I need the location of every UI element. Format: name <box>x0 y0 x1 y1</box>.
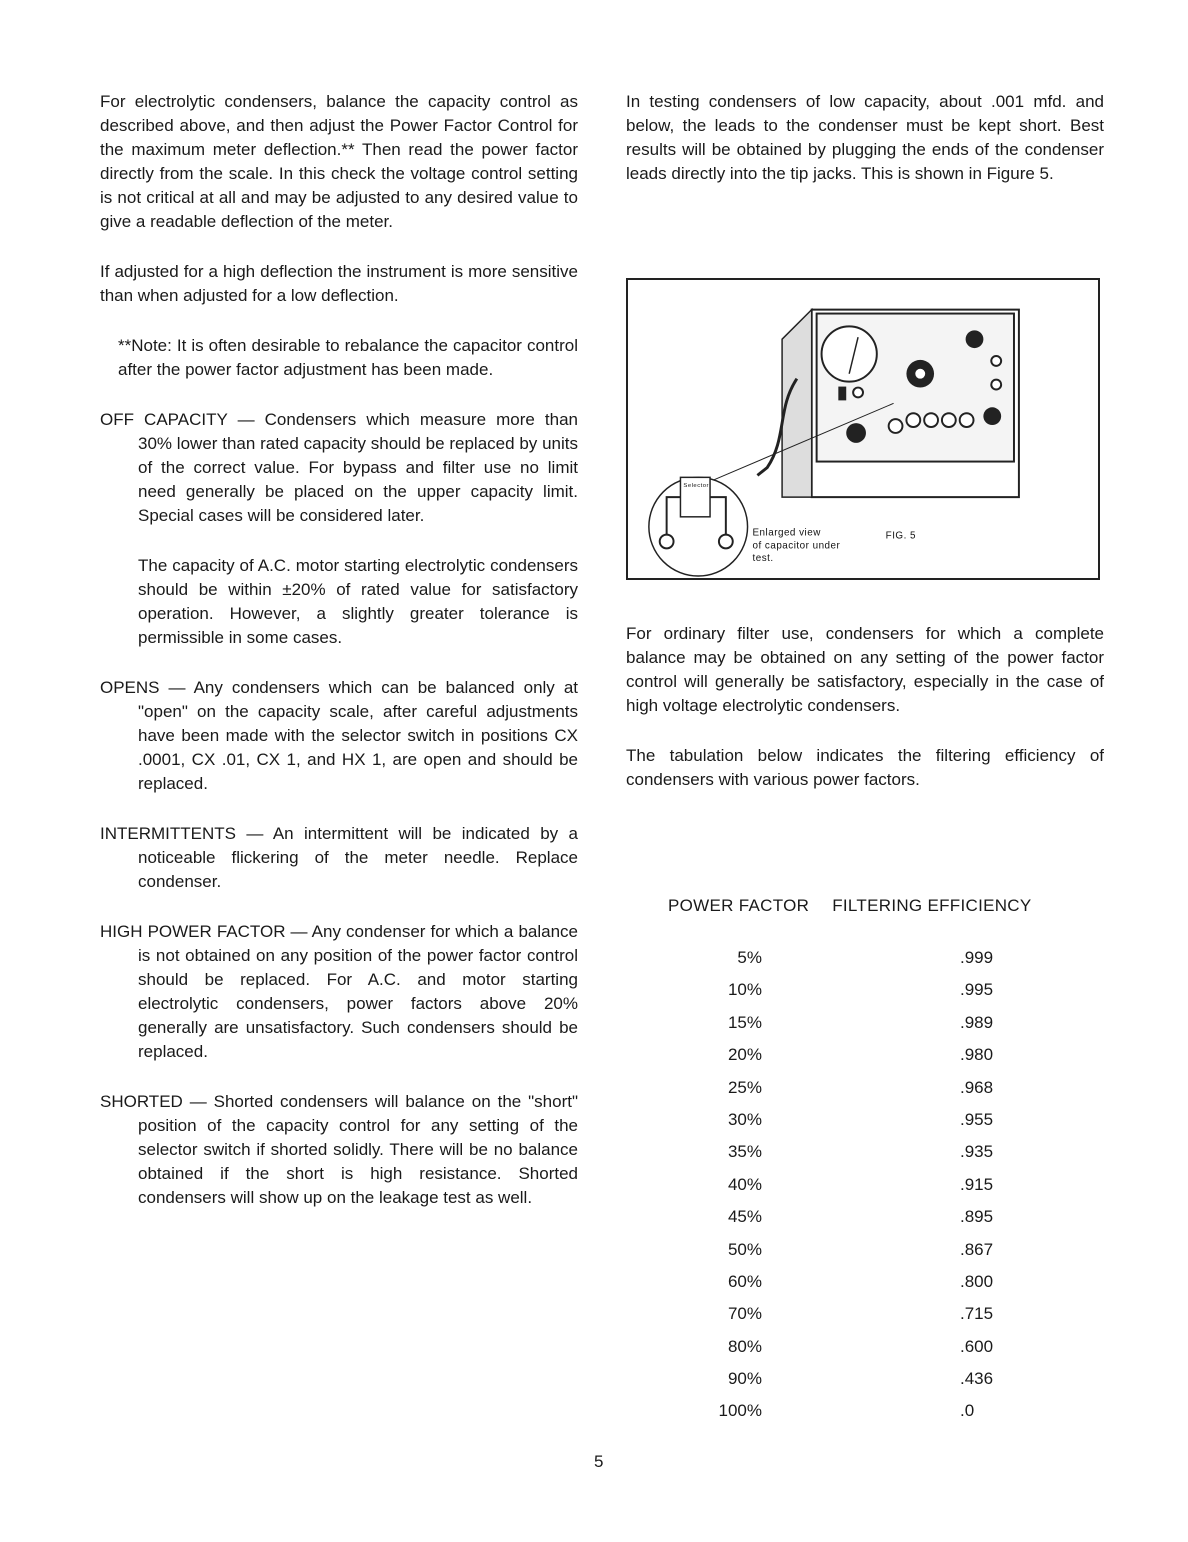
power-factor-value: 50% <box>727 1239 762 1259</box>
efficiency-value: .800 <box>960 1271 994 1291</box>
figure-label: FIG. 5 <box>885 530 917 542</box>
table-row <box>690 1369 1020 1401</box>
electrolytic-paragraph: For electrolytic condensers, balance the capacity control as described above, and then adjust the Power Factor Control for the maximum meter deflection.** Then read the power factor directly from the scale. In this check the voltage control setting is not critical at all and may be adjusted to any desired value to give a readable deflection of the meter. <box>100 92 578 231</box>
high-power-factor-section: HIGH POWER FACTOR — Any condenser for which a balance is not obtained on any position of the power factor control should be replaced. For A.C. and motor starting electrolytic condensers, power factors above 20% generally are unsatisfactory. Such condensers should be replaced. <box>100 922 578 1061</box>
efficiency-value: .867 <box>960 1239 994 1259</box>
opens-section: OPENS — Any condensers which can be balanced only at "open" on the capacity scale, after careful adjustments have been made with the selector switch in positions CX .0001, CX .01, CX 1, and HX 1, are open and should be replaced. <box>100 678 578 793</box>
left-column <box>100 90 578 1236</box>
tabulation-intro: The tabulation below indicates the filtering efficiency of condensers with various power factors. <box>626 746 1104 789</box>
table-row <box>690 1142 1020 1174</box>
power-factor-value: 90% <box>727 1369 762 1389</box>
off-capacity-section: OFF CAPACITY — Condensers which measure more than 30% lower than rated capacity should be replaced by units of the correct value. For bypass and filter use no limit need generally be placed on the upper capacity limit. Special cases will be considered later. <box>100 410 578 525</box>
efficiency-value: .895 <box>960 1207 994 1227</box>
power-factor-value: 5% <box>737 948 762 967</box>
rebalance-note: **Note: It is often desirable to rebalance the capacitor control after the power factor adjustment has been made. <box>118 336 578 379</box>
table-row <box>690 948 1020 980</box>
power-factor-value: 45% <box>727 1207 762 1227</box>
table-row <box>690 1304 1020 1336</box>
power-factor-header: POWER FACTOR <box>668 896 810 915</box>
figure-caption-line1: Enlarged view <box>752 527 821 539</box>
right-column-bottom <box>626 622 1104 818</box>
table-row <box>690 1078 1020 1110</box>
table-row <box>690 1272 1020 1304</box>
power-factor-value: 100% <box>718 1401 762 1421</box>
efficiency-value: .995 <box>960 980 994 1000</box>
efficiency-value: .436 <box>960 1369 994 1389</box>
inset-label: Selector <box>683 483 710 490</box>
efficiency-value: .715 <box>960 1304 994 1324</box>
efficiency-value: .600 <box>960 1336 994 1356</box>
right-column-top <box>626 90 1104 212</box>
efficiency-value: .955 <box>960 1109 994 1129</box>
table-row <box>690 1401 1020 1433</box>
table-row <box>690 1207 1020 1239</box>
figure-caption-line2: of capacitor under <box>752 540 841 552</box>
table-row <box>690 1175 1020 1207</box>
table-row <box>690 1045 1020 1077</box>
intermittents-section: INTERMITTENTS — An intermittent will be indicated by a noticeable flickering of the meter needle. Replace condenser. <box>100 824 578 891</box>
power-factor-value: 30% <box>727 1109 762 1129</box>
efficiency-table <box>690 948 1020 1434</box>
table-header <box>668 896 1032 916</box>
table-row <box>690 1337 1020 1369</box>
filter-use-paragraph: For ordinary filter use, condensers for which a complete balance may be obtained on any setting of the power factor control will generally be satisfactory, especially in the case of high voltage electrolytic condensers. <box>626 624 1104 715</box>
power-factor-value: 70% <box>727 1304 762 1324</box>
filtering-efficiency-header: FILTERING EFFICIENCY <box>832 896 1032 915</box>
table-row <box>690 1110 1020 1142</box>
tester-illustration <box>628 280 1098 578</box>
power-factor-value: 15% <box>727 1012 762 1032</box>
power-factor-value: 25% <box>727 1077 762 1097</box>
power-factor-value: 35% <box>727 1142 762 1162</box>
low-capacity-paragraph: In testing condensers of low capacity, about .001 mfd. and below, the leads to the condenser must be kept short. Best results will be obtained by plugging the ends of the condenser leads directly into the tip jacks. This is shown in Figure 5. <box>626 92 1104 183</box>
efficiency-value: .968 <box>960 1077 994 1097</box>
efficiency-value: .980 <box>960 1045 994 1065</box>
efficiency-value: .915 <box>960 1174 994 1194</box>
figure-5 <box>626 278 1100 580</box>
figure-caption-line3: test. <box>752 553 774 565</box>
deflection-paragraph: If adjusted for a high deflection the instrument is more sensitive than when adjusted for a low deflection. <box>100 262 578 305</box>
table-row <box>690 980 1020 1012</box>
efficiency-value: .0 <box>960 1401 975 1421</box>
shorted-section: SHORTED — Shorted condensers will balance on the "short" position of the capacity control for any setting of the selector switch if shorted solidly. There will be no balance obtained if the short is high resistance. Shorted condensers will show up on the leakage test as well. <box>100 1092 578 1207</box>
power-factor-value: 60% <box>727 1271 762 1291</box>
ac-motor-paragraph: The capacity of A.C. motor starting electrolytic condensers should be within ±20% of rated value for satisfactory operation. However, a slightly greater tolerance is permissible in some cases. <box>138 556 578 647</box>
power-factor-value: 10% <box>727 980 762 1000</box>
power-factor-value: 40% <box>727 1174 762 1194</box>
table-row <box>690 1013 1020 1045</box>
page-number: 5 <box>594 1452 604 1471</box>
efficiency-value: .935 <box>960 1142 994 1162</box>
table-row <box>690 1240 1020 1272</box>
power-factor-value: 20% <box>727 1045 762 1065</box>
power-factor-value: 80% <box>727 1336 762 1356</box>
efficiency-value: .989 <box>960 1012 994 1032</box>
efficiency-value: .999 <box>960 948 994 967</box>
